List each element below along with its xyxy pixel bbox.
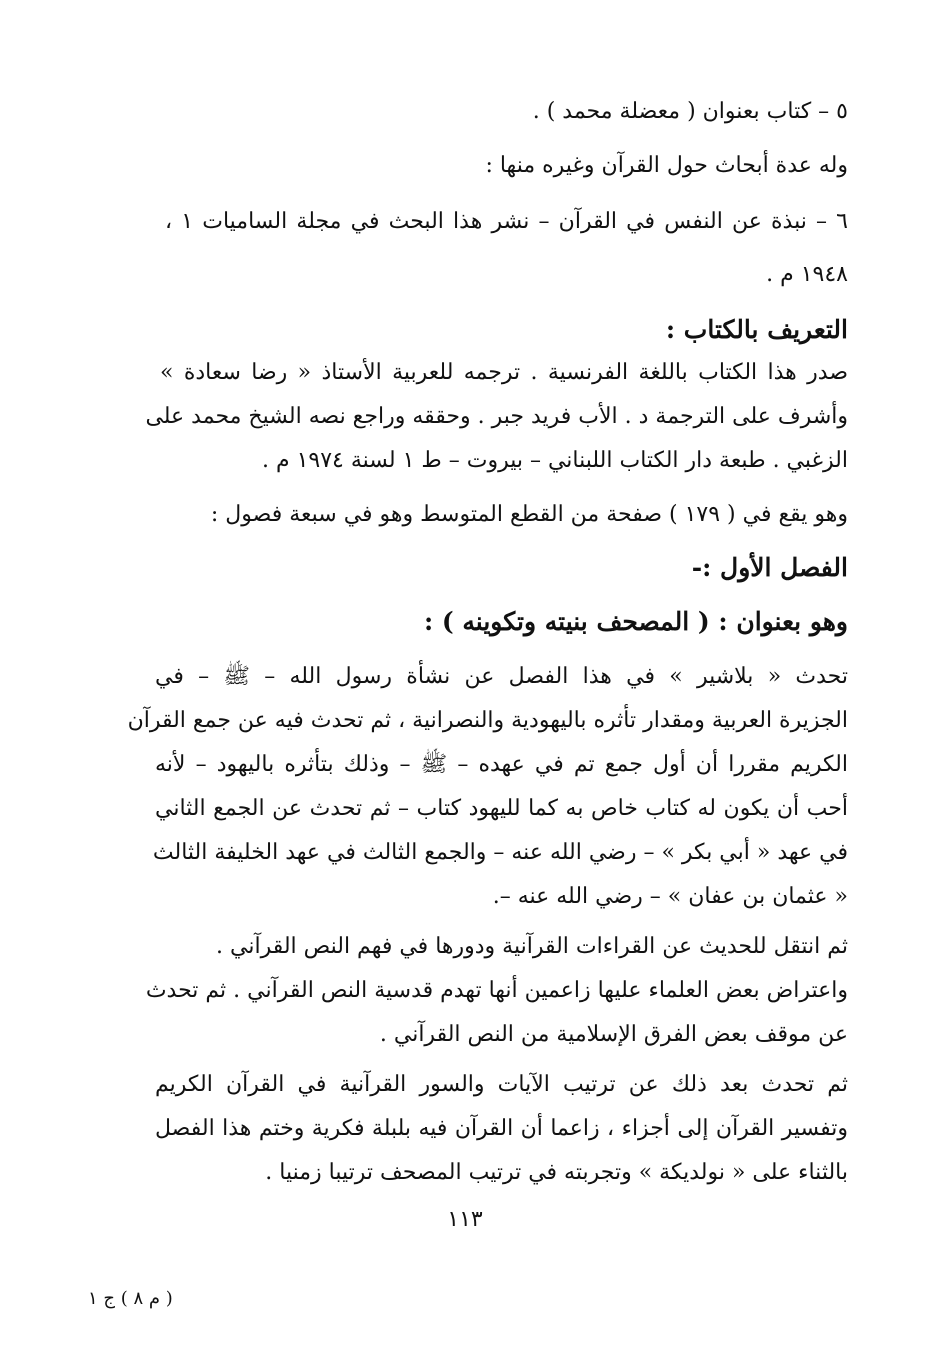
book-intro-line-1: صدر هذا الكتاب باللغة الفرنسية . ترجمه للعربية الأستاذ « رضا سعادة »: [160, 360, 848, 385]
chapter-1-p1-line-6: « عثمان بن عفان » – رضي الله عنه –.: [492, 884, 848, 909]
chapter-1-p1-line-2: الجزيرة العربية ومقدار تأثره باليهودية والنصرانية ، ثم تحدث فيه عن جمع القرآن: [127, 708, 848, 733]
chapter-1-title: وهو بعنوان : ( المصحف بنيته وتكوينه ) :: [423, 607, 848, 636]
chapter-1-p2-line-2: واعتراض بعض العلماء عليها زاعمين أنها تهدم قدسية النص القرآني . ثم تحدث: [145, 978, 848, 1003]
list-item-6-line-1: ٦ – نبذة عن النفس في القرآن – نشر هذا البحث في مجلة الساميات ١ ،: [165, 209, 848, 234]
printer-signature-mark: ( م ٨ ) ج ١: [88, 1288, 173, 1309]
chapter-1-p1-line-1: تحدث « بلاشير » في هذا الفصل عن نشأة رسول الله – ﷺ – في: [155, 664, 848, 689]
page-number: ١١٣: [447, 1207, 483, 1232]
chapter-1-p3-line-1: ثم تحدث بعد ذلك عن ترتيب الآيات والسور القرآنية في القرآن الكريم: [155, 1072, 848, 1097]
chapter-1-p1-line-3: الكريم مقررا أن أول جمع تم في عهده – ﷺ – وذلك بتأثره باليهود – لأنه: [155, 752, 848, 777]
book-intro-heading: التعريف بالكتاب :: [665, 315, 848, 344]
book-pages-line: وهو يقع في ( ١٧٩ ) صفحة من القطع المتوسط وهو في سبعة فصول :: [210, 502, 848, 527]
book-intro-line-2: وأشرف على الترجمة د . الأب فريد جبر . وحققه وراجع نصه الشيخ محمد على: [145, 404, 848, 429]
chapter-1-p1-line-4: أحب أن يكون له كتاب خاص به كما لليهود كتاب – ثم تحدث عن الجمع الثاني: [155, 796, 848, 821]
chapter-1-p1-line-5: في عهد « أبي بكر » – رضي الله عنه – والجمع الثالث في عهد الخليفة الثالث: [152, 840, 848, 865]
chapter-1-p3-line-3: بالثناء على « نولديكة » وتجربته في ترتيب المصحف ترتيبا زمنيا .: [265, 1160, 848, 1185]
list-item-6-line-2: ١٩٤٨ م .: [766, 262, 848, 287]
list-item-5: ٥ – كتاب بعنوان ( معضلة محمد ) .: [532, 99, 848, 124]
chapter-1-p3-line-2: وتفسير القرآن إلى أجزاء ، زاعما أن القرآن فيه بلبلة فكرية وختم هذا الفصل: [155, 1116, 848, 1141]
chapter-1-p2-line-1: ثم انتقل للحديث عن القراءات القرآنية ودورها في فهم النص القرآني .: [216, 934, 848, 959]
chapter-1-heading: الفصل الأول :-: [691, 553, 848, 582]
book-intro-line-3: الزغبي . طبعة دار الكتاب اللبناني – بيروت – ط ١ لسنة ١٩٧٤ م .: [261, 448, 848, 473]
research-intro: وله عدة أبحاث حول القرآن وغيره منها :: [485, 153, 848, 178]
chapter-1-p2-line-3: عن موقف بعض الفرق الإسلامية من النص القرآني .: [379, 1022, 848, 1047]
